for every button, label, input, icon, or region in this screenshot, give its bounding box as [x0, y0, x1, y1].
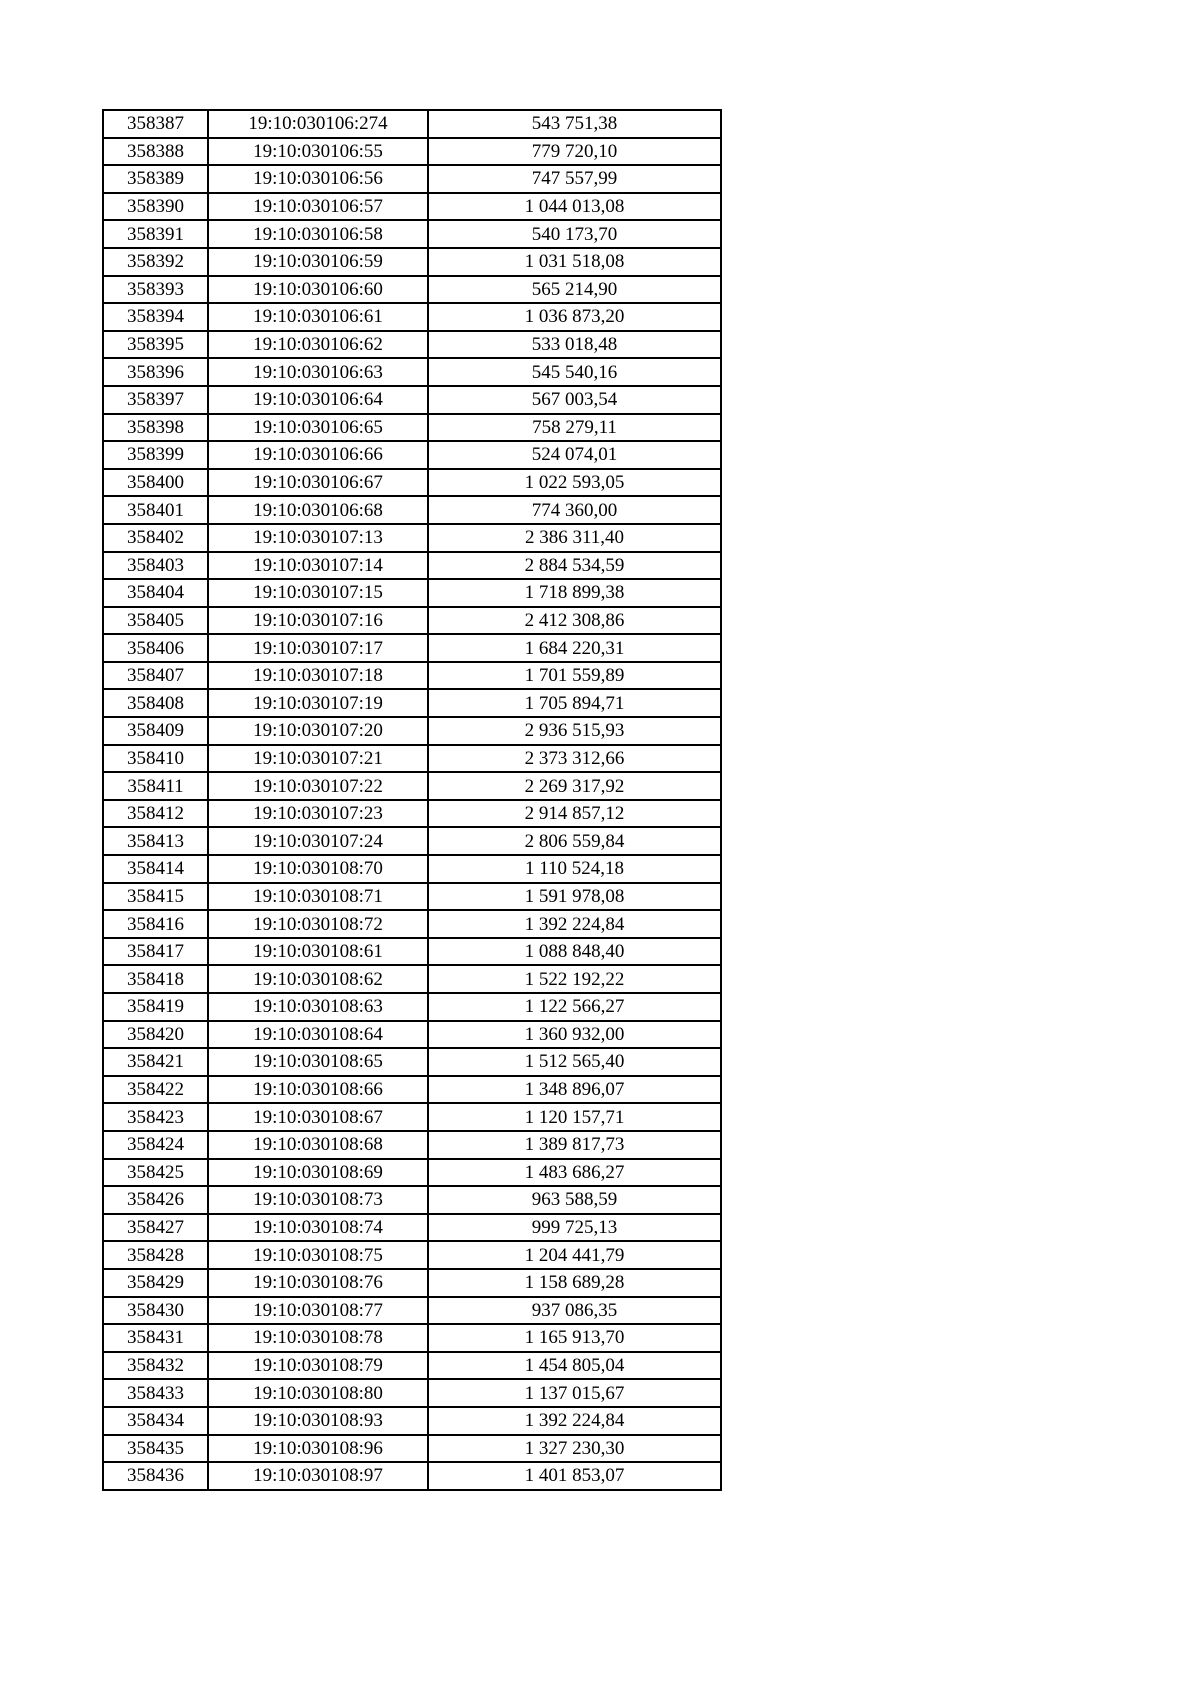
value-cell: 937 086,35	[428, 1297, 721, 1325]
row-number-cell: 358426	[103, 1186, 208, 1214]
value-cell: 540 173,70	[428, 220, 721, 248]
value-cell: 1 348 896,07	[428, 1076, 721, 1104]
table-row	[103, 1379, 721, 1407]
cadastral-number-cell: 19:10:030106:56	[208, 165, 428, 193]
row-number-cell: 358412	[103, 800, 208, 828]
cadastral-number-cell: 19:10:030107:19	[208, 689, 428, 717]
cadastral-number-cell: 19:10:030108:74	[208, 1214, 428, 1242]
cadastral-number-cell: 19:10:030108:97	[208, 1462, 428, 1490]
value-cell: 1 165 913,70	[428, 1324, 721, 1352]
cadastral-number-cell: 19:10:030107:16	[208, 607, 428, 635]
value-cell: 543 751,38	[428, 110, 721, 138]
cadastral-number-cell: 19:10:030107:13	[208, 524, 428, 552]
row-number-cell: 358400	[103, 469, 208, 497]
value-cell: 533 018,48	[428, 331, 721, 359]
cadastral-number-cell: 19:10:030106:55	[208, 138, 428, 166]
value-cell: 567 003,54	[428, 386, 721, 414]
value-cell: 1 031 518,08	[428, 248, 721, 276]
row-number-cell: 358431	[103, 1324, 208, 1352]
value-cell: 1 158 689,28	[428, 1269, 721, 1297]
row-number-cell: 358403	[103, 552, 208, 580]
table-row	[103, 358, 721, 386]
value-cell: 1 522 192,22	[428, 965, 721, 993]
table-row	[103, 1407, 721, 1435]
cadastral-number-cell: 19:10:030108:96	[208, 1435, 428, 1463]
value-cell: 1 137 015,67	[428, 1379, 721, 1407]
row-number-cell: 358432	[103, 1352, 208, 1380]
table-row	[103, 910, 721, 938]
value-cell: 963 588,59	[428, 1186, 721, 1214]
row-number-cell: 358390	[103, 193, 208, 221]
value-cell: 747 557,99	[428, 165, 721, 193]
cadastral-number-cell: 19:10:030108:70	[208, 855, 428, 883]
cadastral-number-cell: 19:10:030106:58	[208, 220, 428, 248]
row-number-cell: 358422	[103, 1076, 208, 1104]
table-row	[103, 1048, 721, 1076]
value-cell: 1 454 805,04	[428, 1352, 721, 1380]
cadastral-number-cell: 19:10:030108:93	[208, 1407, 428, 1435]
row-number-cell: 358416	[103, 910, 208, 938]
row-number-cell: 358429	[103, 1269, 208, 1297]
value-cell: 1 705 894,71	[428, 689, 721, 717]
row-number-cell: 358418	[103, 965, 208, 993]
table-row	[103, 634, 721, 662]
table-row	[103, 745, 721, 773]
table-row	[103, 717, 721, 745]
value-cell: 2 412 308,86	[428, 607, 721, 635]
cadastral-number-cell: 19:10:030106:67	[208, 469, 428, 497]
cadastral-number-cell: 19:10:030106:66	[208, 441, 428, 469]
value-cell: 1 401 853,07	[428, 1462, 721, 1490]
cadastral-number-cell: 19:10:030106:59	[208, 248, 428, 276]
row-number-cell: 358409	[103, 717, 208, 745]
table-row	[103, 524, 721, 552]
cadastral-number-cell: 19:10:030108:77	[208, 1297, 428, 1325]
row-number-cell: 358405	[103, 607, 208, 635]
table-row	[103, 772, 721, 800]
cadastral-number-cell: 19:10:030107:17	[208, 634, 428, 662]
row-number-cell: 358388	[103, 138, 208, 166]
row-number-cell: 358436	[103, 1462, 208, 1490]
row-number-cell: 358394	[103, 303, 208, 331]
row-number-cell: 358430	[103, 1297, 208, 1325]
table-row	[103, 1076, 721, 1104]
cadastral-number-cell: 19:10:030108:80	[208, 1379, 428, 1407]
cadastral-number-cell: 19:10:030107:15	[208, 579, 428, 607]
row-number-cell: 358435	[103, 1435, 208, 1463]
value-cell: 2 914 857,12	[428, 800, 721, 828]
cadastral-number-cell: 19:10:030108:79	[208, 1352, 428, 1380]
row-number-cell: 358410	[103, 745, 208, 773]
table-row	[103, 110, 721, 138]
table-row	[103, 1352, 721, 1380]
value-cell: 545 540,16	[428, 358, 721, 386]
table-row	[103, 469, 721, 497]
cadastral-number-cell: 19:10:030108:73	[208, 1186, 428, 1214]
value-cell: 1 036 873,20	[428, 303, 721, 331]
table-row	[103, 1297, 721, 1325]
row-number-cell: 358406	[103, 634, 208, 662]
cadastral-number-cell: 19:10:030107:24	[208, 827, 428, 855]
cadastral-number-cell: 19:10:030106:60	[208, 276, 428, 304]
table-row	[103, 1131, 721, 1159]
value-cell: 1 120 157,71	[428, 1103, 721, 1131]
table-row	[103, 800, 721, 828]
row-number-cell: 358407	[103, 662, 208, 690]
value-cell: 1 684 220,31	[428, 634, 721, 662]
value-cell: 1 701 559,89	[428, 662, 721, 690]
cadastral-value-table	[102, 109, 722, 1491]
value-cell: 1 392 224,84	[428, 910, 721, 938]
row-number-cell: 358392	[103, 248, 208, 276]
table-row	[103, 1435, 721, 1463]
table-row	[103, 496, 721, 524]
table-row	[103, 1159, 721, 1187]
cadastral-number-cell: 19:10:030108:71	[208, 883, 428, 911]
table-row	[103, 248, 721, 276]
table-row	[103, 276, 721, 304]
table-row	[103, 993, 721, 1021]
value-cell: 758 279,11	[428, 414, 721, 442]
row-number-cell: 358428	[103, 1241, 208, 1269]
table-row	[103, 138, 721, 166]
row-number-cell: 358417	[103, 938, 208, 966]
cadastral-number-cell: 19:10:030108:69	[208, 1159, 428, 1187]
row-number-cell: 358413	[103, 827, 208, 855]
value-cell: 774 360,00	[428, 496, 721, 524]
cadastral-number-cell: 19:10:030107:20	[208, 717, 428, 745]
value-cell: 1 718 899,38	[428, 579, 721, 607]
table-row	[103, 689, 721, 717]
row-number-cell: 358433	[103, 1379, 208, 1407]
row-number-cell: 358398	[103, 414, 208, 442]
cadastral-number-cell: 19:10:030106:68	[208, 496, 428, 524]
cadastral-number-cell: 19:10:030108:76	[208, 1269, 428, 1297]
value-cell: 1 512 565,40	[428, 1048, 721, 1076]
value-cell: 2 936 515,93	[428, 717, 721, 745]
value-cell: 2 269 317,92	[428, 772, 721, 800]
value-cell: 1 122 566,27	[428, 993, 721, 1021]
cadastral-number-cell: 19:10:030108:61	[208, 938, 428, 966]
row-number-cell: 358395	[103, 331, 208, 359]
table-row	[103, 855, 721, 883]
value-cell: 1 088 848,40	[428, 938, 721, 966]
value-cell: 1 327 230,30	[428, 1435, 721, 1463]
row-number-cell: 358396	[103, 358, 208, 386]
cadastral-number-cell: 19:10:030108:66	[208, 1076, 428, 1104]
table-row	[103, 441, 721, 469]
value-cell: 1 360 932,00	[428, 1021, 721, 1049]
row-number-cell: 358397	[103, 386, 208, 414]
cadastral-number-cell: 19:10:030108:68	[208, 1131, 428, 1159]
cadastral-number-cell: 19:10:030108:62	[208, 965, 428, 993]
cadastral-number-cell: 19:10:030106:274	[208, 110, 428, 138]
table-row	[103, 607, 721, 635]
row-number-cell: 358387	[103, 110, 208, 138]
value-cell: 1 110 524,18	[428, 855, 721, 883]
value-cell: 565 214,90	[428, 276, 721, 304]
cadastral-number-cell: 19:10:030108:78	[208, 1324, 428, 1352]
value-cell: 1 591 978,08	[428, 883, 721, 911]
value-cell: 779 720,10	[428, 138, 721, 166]
table-row	[103, 938, 721, 966]
row-number-cell: 358419	[103, 993, 208, 1021]
cadastral-number-cell: 19:10:030107:14	[208, 552, 428, 580]
table-row	[103, 883, 721, 911]
cadastral-number-cell: 19:10:030106:65	[208, 414, 428, 442]
table-row	[103, 331, 721, 359]
table-body	[103, 110, 721, 1490]
row-number-cell: 358434	[103, 1407, 208, 1435]
row-number-cell: 358414	[103, 855, 208, 883]
table-row	[103, 552, 721, 580]
cadastral-number-cell: 19:10:030107:21	[208, 745, 428, 773]
cadastral-number-cell: 19:10:030106:63	[208, 358, 428, 386]
cadastral-number-cell: 19:10:030107:23	[208, 800, 428, 828]
table-row	[103, 193, 721, 221]
table-row	[103, 1214, 721, 1242]
cadastral-number-cell: 19:10:030106:61	[208, 303, 428, 331]
value-cell: 2 373 312,66	[428, 745, 721, 773]
row-number-cell: 358415	[103, 883, 208, 911]
row-number-cell: 358420	[103, 1021, 208, 1049]
table-row	[103, 1269, 721, 1297]
value-cell: 2 806 559,84	[428, 827, 721, 855]
table-row	[103, 1462, 721, 1490]
cadastral-number-cell: 19:10:030106:64	[208, 386, 428, 414]
table-row	[103, 303, 721, 331]
row-number-cell: 358402	[103, 524, 208, 552]
row-number-cell: 358411	[103, 772, 208, 800]
value-cell: 1 483 686,27	[428, 1159, 721, 1187]
row-number-cell: 358424	[103, 1131, 208, 1159]
table-row	[103, 965, 721, 993]
row-number-cell: 358427	[103, 1214, 208, 1242]
row-number-cell: 358389	[103, 165, 208, 193]
cadastral-number-cell: 19:10:030108:72	[208, 910, 428, 938]
row-number-cell: 358408	[103, 689, 208, 717]
value-cell: 1 392 224,84	[428, 1407, 721, 1435]
table-row	[103, 386, 721, 414]
value-cell: 1 044 013,08	[428, 193, 721, 221]
row-number-cell: 358399	[103, 441, 208, 469]
row-number-cell: 358401	[103, 496, 208, 524]
table-row	[103, 579, 721, 607]
table-row	[103, 1186, 721, 1214]
value-cell: 2 386 311,40	[428, 524, 721, 552]
value-cell: 2 884 534,59	[428, 552, 721, 580]
cadastral-number-cell: 19:10:030106:57	[208, 193, 428, 221]
value-cell: 1 389 817,73	[428, 1131, 721, 1159]
row-number-cell: 358404	[103, 579, 208, 607]
row-number-cell: 358391	[103, 220, 208, 248]
cadastral-number-cell: 19:10:030108:65	[208, 1048, 428, 1076]
row-number-cell: 358421	[103, 1048, 208, 1076]
table-row	[103, 827, 721, 855]
table-row	[103, 414, 721, 442]
value-cell: 1 022 593,05	[428, 469, 721, 497]
value-cell: 1 204 441,79	[428, 1241, 721, 1269]
table-row	[103, 165, 721, 193]
cadastral-number-cell: 19:10:030108:63	[208, 993, 428, 1021]
value-cell: 999 725,13	[428, 1214, 721, 1242]
cadastral-number-cell: 19:10:030107:22	[208, 772, 428, 800]
cadastral-number-cell: 19:10:030108:75	[208, 1241, 428, 1269]
table-row	[103, 1021, 721, 1049]
table-row	[103, 662, 721, 690]
row-number-cell: 358425	[103, 1159, 208, 1187]
cadastral-number-cell: 19:10:030107:18	[208, 662, 428, 690]
table-row	[103, 1241, 721, 1269]
table-row	[103, 1103, 721, 1131]
value-cell: 524 074,01	[428, 441, 721, 469]
cadastral-number-cell: 19:10:030106:62	[208, 331, 428, 359]
row-number-cell: 358393	[103, 276, 208, 304]
row-number-cell: 358423	[103, 1103, 208, 1131]
table-row	[103, 220, 721, 248]
cadastral-number-cell: 19:10:030108:67	[208, 1103, 428, 1131]
cadastral-number-cell: 19:10:030108:64	[208, 1021, 428, 1049]
table-row	[103, 1324, 721, 1352]
